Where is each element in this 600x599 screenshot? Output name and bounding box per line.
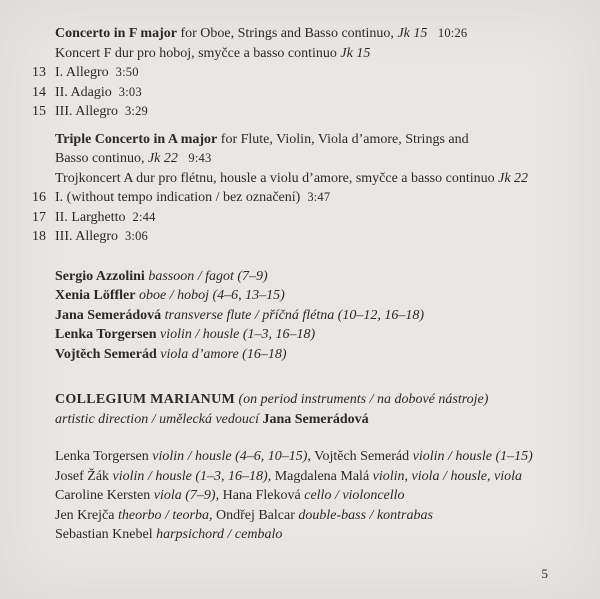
track-number: 14: [32, 84, 46, 100]
soloist-line: [32, 267, 594, 287]
work-1-title-line: [32, 24, 594, 44]
soloist-role: transverse flute / příčná flétna (10–12, 16–18): [164, 307, 425, 323]
member-role: viola (7–9),: [153, 488, 220, 503]
soloist-name: Sergio Azzolini: [55, 268, 145, 284]
track-number: 16: [32, 190, 46, 205]
member-name: Josef Žák: [55, 468, 110, 484]
work-2-title-line-2: [32, 149, 594, 169]
soloist-role: bassoon / fagot (7–9): [148, 268, 268, 284]
work-2-catalog: Jk 22: [147, 151, 178, 166]
member-name: Ondřej Balcar: [215, 507, 295, 523]
direction-label: artistic direction / umělecká vedoucí: [55, 411, 259, 427]
track-row-14: [32, 83, 594, 103]
soloist-line: [32, 306, 594, 326]
work-1-section: [32, 24, 594, 122]
work-1-title-suffix: for Oboe, Strings and Basso continuo,: [180, 26, 394, 41]
member-role: theorbo / teorba,: [117, 507, 213, 523]
soloist-name: Vojtěch Semerád: [55, 346, 157, 362]
soloist-name: Lenka Torgersen: [55, 327, 157, 342]
track-time: 3:47: [307, 190, 331, 204]
soloist-role: viola d’amore (16–18): [160, 346, 287, 362]
member-name: Hana Fleková: [222, 488, 301, 503]
track-number: 15: [32, 104, 46, 119]
ensemble-note: (on period instruments / na dobové nástroje): [238, 392, 489, 407]
track-time: 3:03: [118, 84, 142, 99]
work-2-title-line: [32, 130, 594, 150]
work-2-subtitle: Trojkoncert A dur pro flétnu, housle a violu d’amore, smyčce a basso continuo: [55, 170, 495, 186]
track-title: I. Allegro: [55, 65, 109, 80]
work-2-title-suffix: for Flute, Violin, Viola d’amore, Strings and: [220, 131, 469, 147]
work-1-duration: 10:26: [437, 26, 468, 40]
soloists-section: [32, 267, 594, 365]
ensemble-name: COLLEGIUM MARIANUM: [55, 392, 236, 407]
track-number: 13: [32, 65, 46, 80]
soloist-line: [32, 286, 594, 306]
soloist-role: violin / housle (1–3, 16–18): [160, 327, 316, 342]
soloist-name: Xenia Löffler: [55, 288, 136, 303]
work-1-title: Concerto in F major: [55, 26, 177, 41]
member-line: [32, 467, 594, 487]
member-name: Lenka Torgersen: [55, 449, 149, 464]
member-line: [32, 506, 594, 526]
track-title: III. Allegro: [55, 229, 118, 244]
track-title: I. (without tempo indication / bez označení): [55, 190, 301, 205]
track-time: 3:50: [115, 65, 139, 79]
member-role: harpsichord / cembalo: [156, 527, 283, 542]
soloist-line: [32, 345, 594, 365]
member-role: violin, viola / housle, viola: [372, 468, 522, 484]
director-name: Jana Semerádová: [262, 411, 369, 427]
track-title: II. Larghetto: [55, 209, 126, 225]
track-time: 2:44: [132, 209, 156, 224]
work-2-duration: 9:43: [188, 151, 212, 165]
track-title: II. Adagio: [55, 84, 112, 100]
track-time: 3:06: [124, 229, 149, 243]
ensemble-section: [32, 390, 594, 429]
member-role: violin / housle (1–15): [412, 449, 533, 464]
track-title: III. Allegro: [55, 104, 118, 119]
members-section: [32, 447, 594, 545]
track-row-13: [32, 63, 594, 83]
work-2-section: [32, 130, 594, 247]
track-row-17: [32, 208, 594, 228]
track-number: 18: [32, 229, 46, 244]
page-number: 5: [541, 565, 548, 581]
track-time: 3:29: [124, 104, 149, 118]
track-number: 17: [32, 209, 46, 225]
work-2-title: Triple Concerto in A major: [55, 131, 218, 147]
track-row-15: [32, 102, 594, 122]
track-row-16: [32, 188, 594, 208]
work-1-subtitle: Koncert F dur pro hoboj, smyčce a basso continuo: [55, 45, 337, 61]
member-name: Jen Krejča: [55, 507, 115, 523]
member-role: double-bass / kontrabas: [298, 507, 433, 523]
work-2-title-continuation: Basso continuo,: [55, 151, 145, 166]
member-name: Sebastian Knebel: [55, 527, 153, 542]
soloist-line: [32, 325, 594, 345]
member-line: [32, 525, 594, 545]
work-2-subtitle-catalog: Jk 22: [498, 170, 529, 186]
track-row-18: [32, 227, 594, 247]
ensemble-name-line: [32, 390, 594, 410]
ensemble-direction-line: [32, 410, 594, 430]
soloist-role: oboe / hoboj (4–6, 13–15): [138, 288, 285, 303]
member-line: [32, 447, 594, 467]
work-1-catalog: Jk 15: [397, 26, 428, 41]
member-role: violin / housle (1–3, 16–18),: [112, 468, 272, 484]
work-1-subtitle-catalog: Jk 15: [340, 45, 371, 61]
member-role: cello / violoncello: [304, 488, 405, 503]
work-1-subtitle-line: [32, 44, 594, 64]
member-name: Vojtěch Semerád: [314, 449, 410, 464]
work-2-subtitle-line: [32, 169, 594, 189]
member-name: Caroline Kersten: [55, 488, 151, 503]
member-role: violin / housle (4–6, 10–15),: [152, 449, 311, 464]
soloist-name: Jana Semerádová: [55, 307, 162, 323]
member-line: [32, 486, 594, 506]
member-name: Magdalena Malá: [274, 468, 370, 484]
